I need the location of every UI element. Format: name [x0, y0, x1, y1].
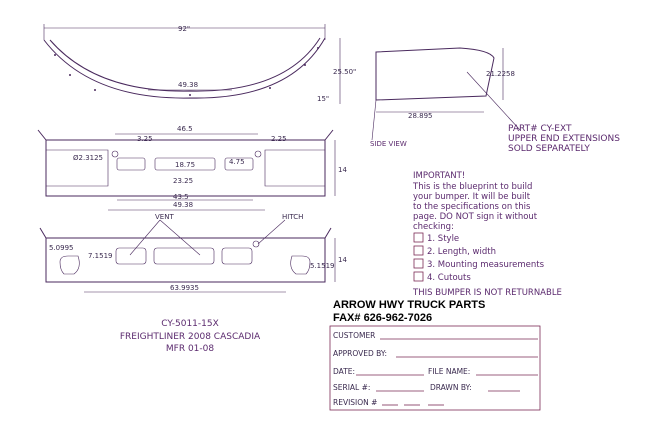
svg-text:63.9935: 63.9935	[170, 284, 199, 292]
svg-text:1. Style: 1. Style	[427, 234, 460, 244]
part-mfr: MFR 01-08	[165, 344, 215, 354]
dim-side-height: 21.2258	[486, 70, 515, 78]
dim-width-92: 92"	[178, 25, 191, 33]
important-note	[412, 171, 562, 298]
svg-text:7.1519: 7.1519	[88, 252, 113, 260]
svg-text:23.25: 23.25	[173, 177, 194, 185]
dim-side-width: 28.895	[408, 112, 433, 120]
form-revision: REVISION #	[333, 398, 378, 407]
top-view	[44, 24, 356, 104]
form-approved: APPROVED BY:	[333, 349, 388, 358]
part-model: FREIGHTLINER 2008 CASCADIA	[119, 332, 261, 342]
checkbox-style[interactable]	[414, 233, 423, 242]
svg-text:checking:: checking:	[413, 222, 454, 232]
checkbox-cutouts[interactable]	[414, 272, 423, 281]
svg-text:VENT: VENT	[155, 213, 174, 221]
svg-text:IMPORTANT!: IMPORTANT!	[413, 171, 466, 181]
svg-text:THIS BUMPER IS NOT RETURNABLE: THIS BUMPER IS NOT RETURNABLE	[413, 288, 562, 298]
svg-text:46.5: 46.5	[177, 125, 193, 133]
side-view	[370, 48, 520, 148]
svg-text:5.0995: 5.0995	[49, 244, 74, 252]
part-ext-note-2: UPPER END EXTENSIONS	[508, 134, 620, 144]
form-customer: CUSTOMER	[333, 331, 376, 340]
checkbox-mounting[interactable]	[414, 259, 423, 268]
approval-form	[330, 326, 540, 410]
svg-text:Ø2.3125: Ø2.3125	[73, 154, 104, 162]
svg-text:2.25: 2.25	[271, 135, 287, 143]
form-drawn: DRAWN BY:	[430, 383, 472, 392]
svg-text:49.38: 49.38	[173, 201, 194, 209]
svg-text:14: 14	[338, 256, 347, 264]
form-serial: SERIAL #:	[333, 383, 371, 392]
dim-height-25: 25.50"	[333, 68, 357, 76]
part-ext-note-3: SOLD SEPARATELY	[508, 144, 590, 154]
svg-text:2. Length, width: 2. Length, width	[427, 247, 496, 257]
svg-text:This is the blueprint to build: This is the blueprint to build	[413, 182, 533, 192]
svg-text:18.75: 18.75	[175, 161, 196, 169]
company-fax: FAX# 626-962-7026	[333, 312, 433, 324]
svg-text:43.5: 43.5	[173, 193, 189, 201]
svg-text:your bumper. It will be built: your bumper. It will be built	[413, 192, 531, 202]
checkbox-length-width[interactable]	[414, 246, 423, 255]
svg-text:14: 14	[338, 166, 347, 174]
svg-text:4. Cutouts: 4. Cutouts	[427, 273, 471, 283]
part-number: CY-5011-15X	[161, 319, 219, 329]
svg-text:page. DO NOT sign it without: page. DO NOT sign it without	[413, 212, 538, 222]
form-date: DATE:	[333, 367, 356, 376]
svg-text:to the specifications on this: to the specifications on this	[413, 202, 531, 212]
svg-text:HITCH: HITCH	[282, 213, 304, 221]
company-name: ARROW HWY TRUCK PARTS	[333, 299, 486, 311]
side-view-label: SIDE VIEW	[370, 140, 407, 148]
svg-text:3. Mounting measurements: 3. Mounting measurements	[427, 260, 545, 270]
dim-inner: 49.38	[178, 81, 199, 89]
front-view	[38, 125, 347, 210]
form-file: FILE NAME:	[428, 367, 471, 376]
svg-text:4.75: 4.75	[229, 158, 245, 166]
rear-view	[40, 213, 347, 292]
svg-text:5.1519: 5.1519	[310, 262, 335, 270]
part-ext-note-1: PART# CY-EXT	[508, 124, 572, 134]
svg-text:3.25: 3.25	[137, 135, 153, 143]
dim-end-15: 15"	[317, 95, 330, 103]
